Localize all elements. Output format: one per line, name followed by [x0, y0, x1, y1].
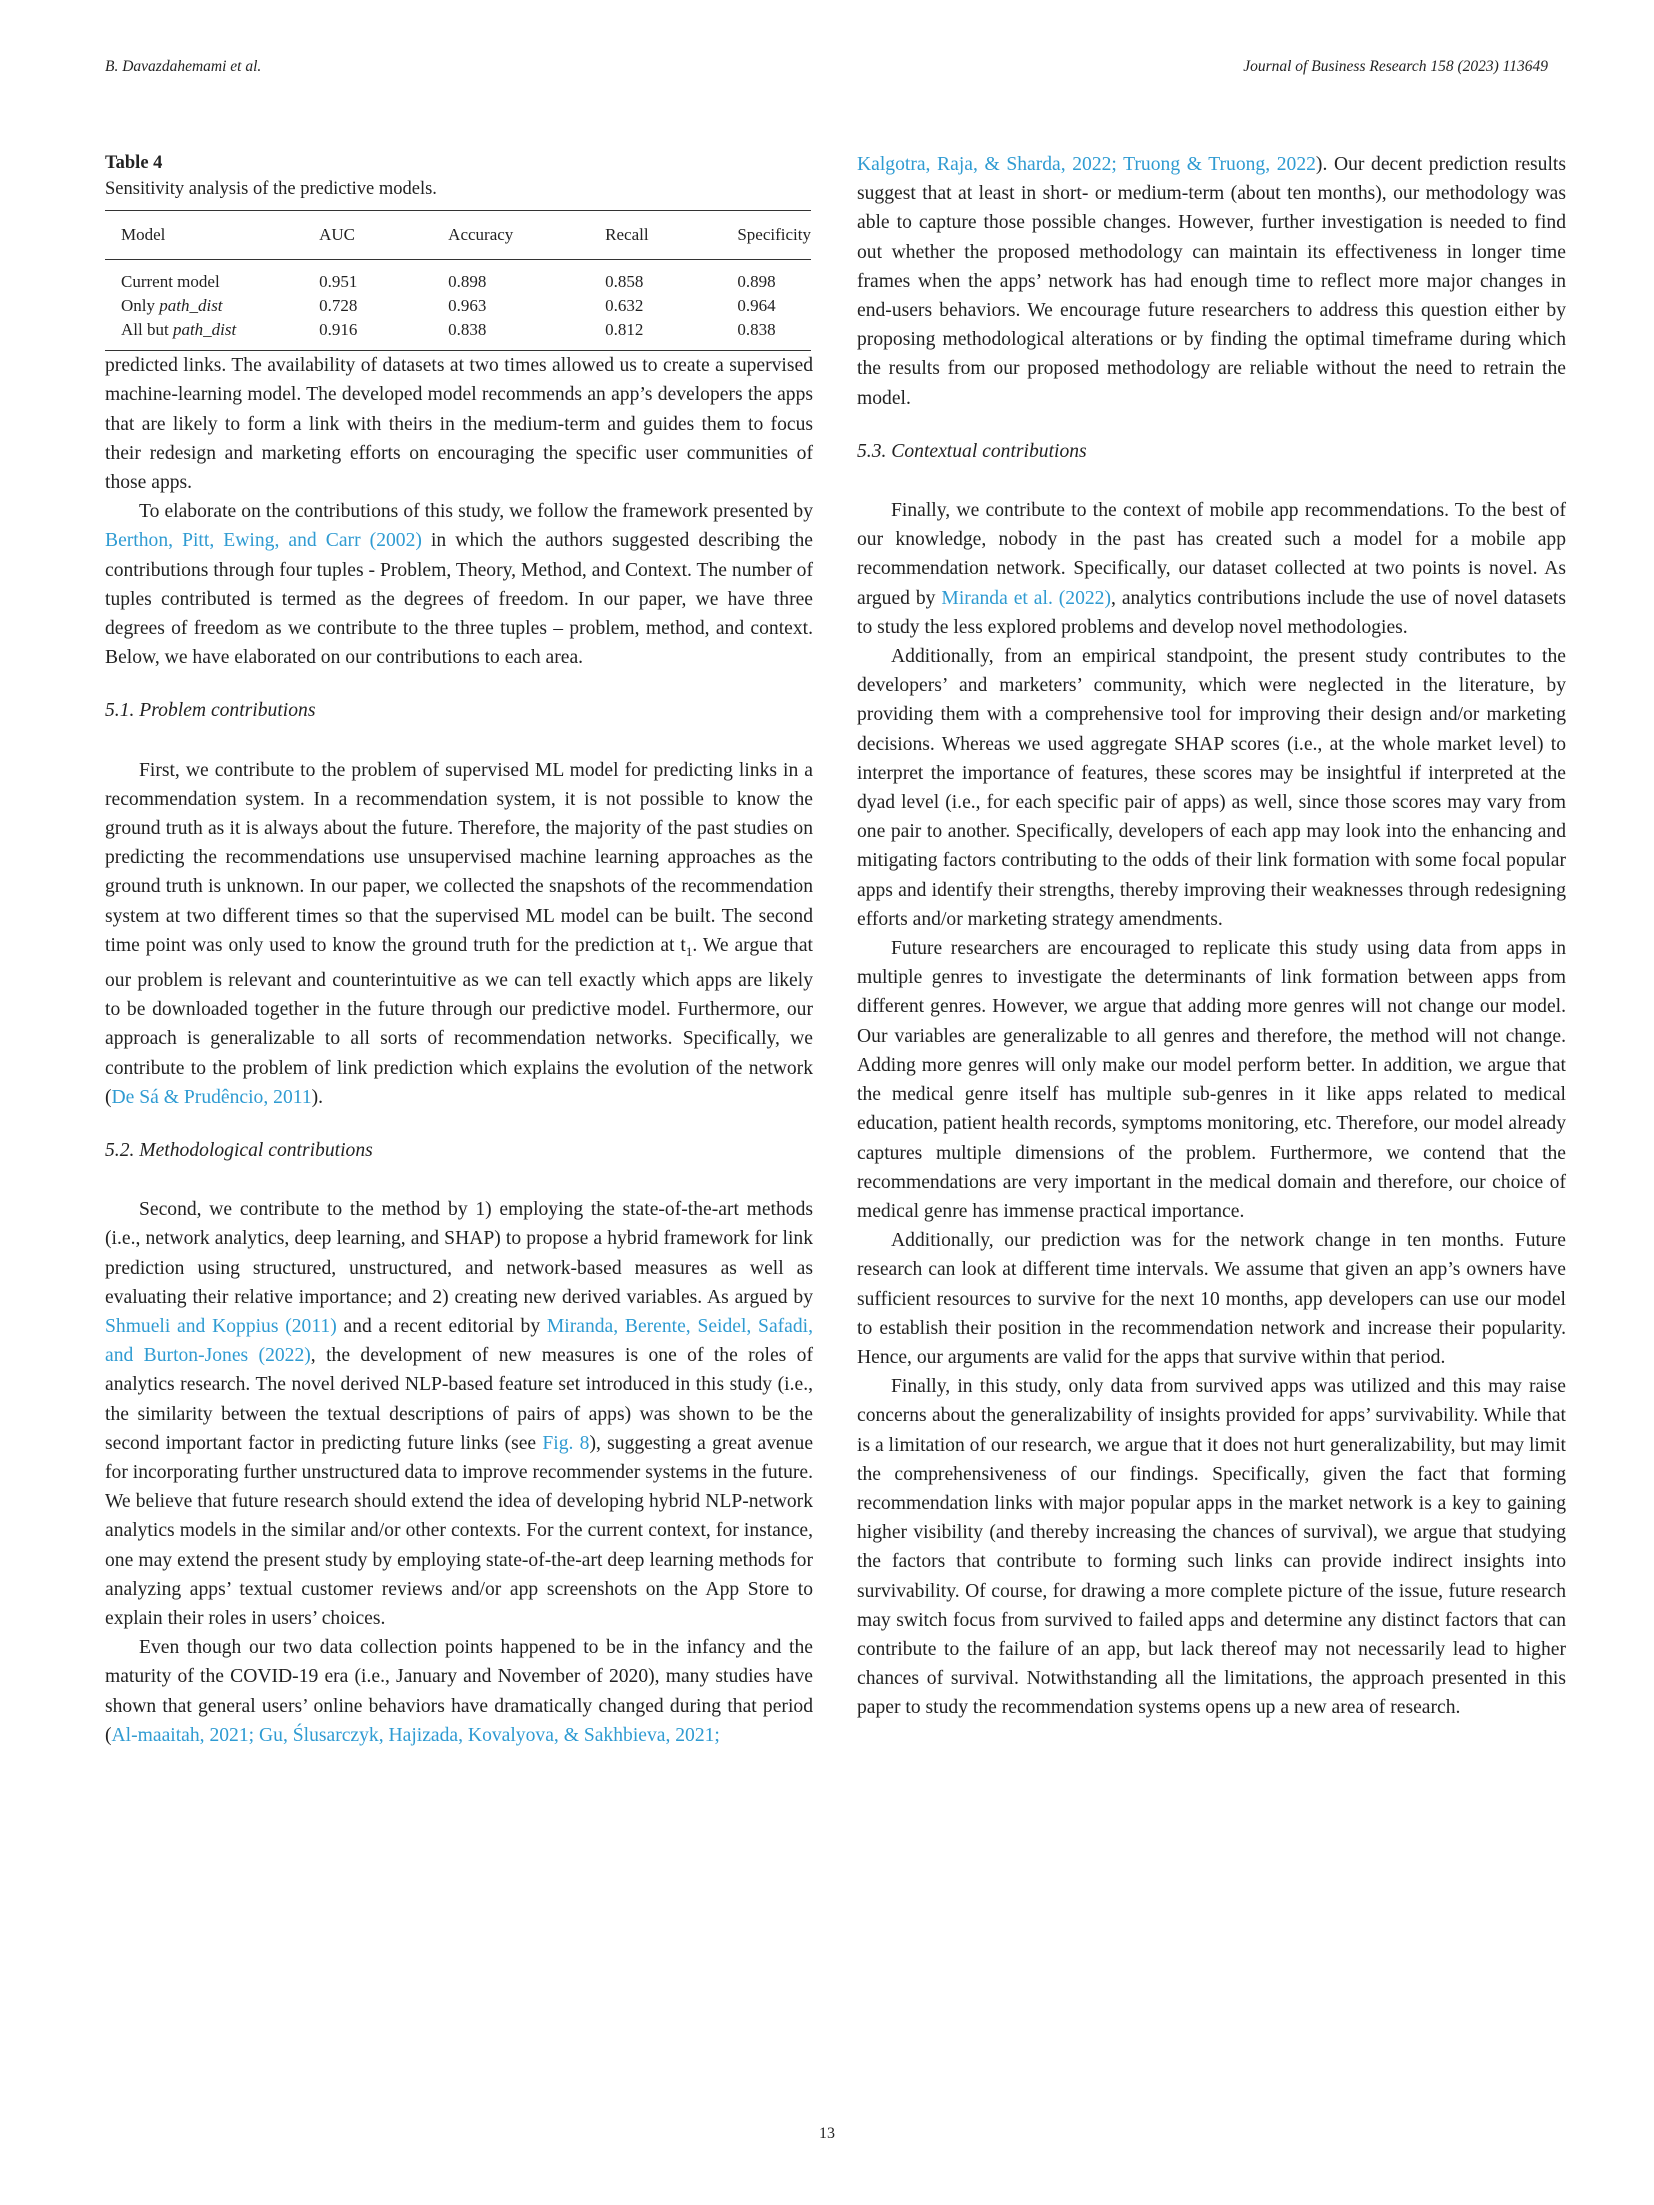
cell-accuracy: 0.963 [448, 296, 487, 316]
cell-specificity: 0.964 [737, 296, 776, 316]
table-row [105, 294, 811, 318]
citation-link[interactable]: Kalgotra, Raja, & Sharda, 2022; Truong & Truong, 2022 [857, 154, 1316, 175]
cell-model: All but path_dist [105, 318, 303, 351]
table-row [105, 260, 811, 295]
left-column [105, 150, 813, 1750]
paragraph: Future researchers are encouraged to replicate this study using data from apps in multiple genres to investigate the determinants of link formation between apps from different genres. However, we argue that adding more genres will not change our model. Our variables are generalizable to all genres and therefore, the method will not change. Adding more genres will only make our model perform better. In addition, we argue that the medical genre itself has multiple sub-genres in it like apps related to medical education, patient health records, symptoms monitoring, etc. Therefore, our model already captures multiple dimensions of the problem. Furthermore, we contend that the recommendations are very important in the medical domain and therefore, our choice of medical genre has immense practical importance. [857, 938, 1566, 1222]
col-header-auc: AUC [303, 211, 432, 260]
section-heading-5-3: 5.3. Contextual contributions [857, 440, 1087, 462]
cell-specificity: 0.838 [721, 318, 811, 351]
cell-model: Current model [121, 272, 220, 292]
section-heading-5-1: 5.1. Problem contributions [105, 700, 316, 722]
running-header-journal: Journal of Business Research 158 (2023) 113649 [1243, 58, 1548, 75]
cell-auc: 0.916 [303, 318, 432, 351]
paragraph: Finally, we contribute to the context of mobile app recommendations. To the best of our knowledge, nobody in the past has created such a model for a mobile app recommendation network. Specifically, our dataset collected at two points is novel. As argued by Miranda et al. (2022), analytics contributions include the use of novel datasets to study the less explored problems and develop novel methodologies. [857, 500, 1566, 638]
running-header-authors: B. Davazdahemami et al. [105, 58, 262, 75]
col-header-specificity: Specificity [721, 211, 811, 260]
table-header-row [105, 211, 811, 260]
paragraph: Kalgotra, Raja, & Sharda, 2022; Truong & Truong, 2022). Our decent prediction results suggest that at least in short- or medium-term (about ten months), our methodology was able to capture those possible changes. However, further investigation is needed to find out whether the proposed methodology can maintain its effectiveness in longer time frames when the apps’ network has had enough time to reflect more major changes in end-users behaviors. We encourage future researchers to address this question either by proposing methodological alterations or by finding the optimal timeframe during which the results from our proposed methodology are reliable without the need to retrain the model. [857, 154, 1566, 409]
col-header-model: Model [105, 211, 303, 260]
cell-recall: 0.632 [605, 296, 644, 316]
paragraph: predicted links. The availability of datasets at two times allowed us to create a supervised machine-learning model. The developed model recommends an app’s developers the apps that are likely to form a link with theirs in the medium-term and guides them to focus their redesign and marketing efforts on encouraging the specific user communities of those apps. [105, 355, 813, 494]
citation-link[interactable]: Berthon, Pitt, Ewing, and Carr (2002) [105, 530, 422, 552]
cell-specificity: 0.898 [737, 272, 776, 292]
section-heading-5-2: 5.2. Methodological contributions [105, 1139, 373, 1161]
right-column [857, 150, 1566, 1723]
paragraph: Even though our two data collection points happened to be in the infancy and the maturity of the COVID-19 era (i.e., January and November of 2020), many studies have shown that general users’ online behaviors have dramatically changed during that period (Al-maaitah, 2021; Gu, Ślusarczyk, Hajizada, Kovalyova, & Sakhbieva, 2021; [105, 1637, 813, 1746]
paragraph: Second, we contribute to the method by 1) employing the state-of-the-art methods (i.e., network analytics, deep learning, and SHAP) to propose a hybrid framework for link prediction using structured, unstructured, and network-based measures as well as evaluating their relative importance; and 2) creating new derived variables. As argued by Shmueli and Koppius (2011) and a recent editorial by Miranda, Berente, Seidel, Safadi, and Burton-Jones (2022), the development of new measures is one of the roles of analytics research. The novel derived NLP-based feature set introduced in this study (i.e., the similarity between the textual descriptions of pairs of apps) was shown to be the second important factor in predicting future links (see Fig. 8), suggesting a great avenue for incorporating further unstructured data to improve recommender systems in the future. We believe that future research should extend the idea of developing hybrid NLP-network analytics models in the similar and/or other contexts. For the current context, for instance, one may extend the present study by employing state-of-the-art deep learning methods for analyzing apps’ textual customer reviews and/or app screenshots on the App Store to explain their roles in users’ choices. [105, 1199, 814, 1630]
citation-link[interactable]: Shmueli and Koppius (2011) [105, 1316, 337, 1337]
table-row [105, 318, 811, 351]
figure-link[interactable]: Fig. 8 [542, 1432, 590, 1454]
sensitivity-table [105, 210, 811, 351]
paragraph: Additionally, from an empirical standpoint, the present study contributes to the developers’ and marketers’ community, which were neglected in the literature, by providing them with a comprehensive tool for improving their design and/or marketing decisions. Whereas we used aggregate SHAP scores (i.e., at the whole market level) to interpret the importance of features, these scores may be insightful if interpreted at the dyad level (i.e., for each specific pair of apps) as well, since those scores may vary from one pair to another. Specifically, developers of each app may look into the enhancing and mitigating factors contributing to the odds of their link formation with some focal popular apps and identify their strengths, thereby improving their weaknesses through redesigning efforts and/or marketing strategy amendments. [857, 646, 1566, 930]
col-header-recall: Recall [589, 211, 721, 260]
citation-link[interactable]: De Sá & Prudêncio, 2011 [111, 1086, 312, 1108]
cell-auc: 0.728 [319, 296, 358, 316]
cell-model: Only path_dist [121, 296, 223, 316]
citation-link[interactable]: Al-maaitah, 2021; Gu, Ślusarczyk, Hajizada, Kovalyova, & Sakhbieva, 2021; [111, 1724, 720, 1746]
citation-link[interactable]: Miranda et al. (2022) [941, 587, 1112, 609]
cell-recall: 0.858 [605, 272, 644, 292]
citation-link[interactable]: Miranda, Berente, Seidel, Safadi, and Burton-Jones (2022) [105, 1316, 814, 1367]
cell-recall: 0.812 [589, 318, 721, 351]
table-4 [105, 150, 813, 351]
cell-accuracy: 0.898 [448, 272, 487, 292]
paragraph: To elaborate on the contributions of this study, we follow the framework presented by Berthon, Pitt, Ewing, and Carr (2002) in which the authors suggested describing the contributions through four tuples - Problem, Theory, Method, and Context. The number of tuples contributed is termed as the degrees of freedom. In our paper, we have three degrees of freedom as we contribute to the three tuples – problem, method, and context. Below, we have elaborated on our contributions to each area. [105, 501, 813, 669]
cell-auc: 0.951 [319, 272, 358, 292]
page-number: 13 [819, 2125, 835, 2142]
table-label: Table 4 [105, 153, 163, 173]
paragraph: Additionally, our prediction was for the network change in ten months. Future research can look at different time intervals. We assume that given an app’s owners have sufficient resources to survive for the next 10 months, app developers can use our model to establish their position in the recommendation network and increase their popularity. Hence, our arguments are valid for the apps that survive within that period. [857, 1230, 1566, 1368]
paragraph: First, we contribute to the problem of supervised ML model for predicting links in a recommendation system. In a recommendation system, it is not possible to know the ground truth as it is always about the future. Therefore, the majority of the past studies on predicting the recommendations use unsupervised machine learning approaches as the ground truth is unknown. In our paper, we collected the snapshots of the recommendation system at two different times so that the supervised ML model can be built. The second time point was only used to know the ground truth for the prediction at $t_1$. We argue that our problem is relevant and counterintuitive as we can tell exactly which apps are likely to be downloaded together in the future through our predictive model. Furthermore, our approach is generalizable to all sorts of recommendation networks. Specifically, we contribute to the problem of link prediction which explains the evolution of the network (De Sá & Prudêncio, 2011). [105, 759, 813, 1108]
table-caption: Sensitivity analysis of the predictive models. [105, 179, 437, 199]
paragraph: Finally, in this study, only data from survived apps was utilized and this may raise concerns about the generalizability of insights provided for apps’ survivability. While that is a limitation of our research, we argue that it does not hurt generalizability, but may limit the comprehensiveness of our findings. Specifically, given the fact that forming recommendation links with major popular apps in the market network is a key to gaining higher visibility (and thereby increasing the chances of survival), we argue that studying the factors that contribute to forming such links can provide indirect insights into survivability. Of course, for drawing a more complete picture of the issue, future research may switch focus from survived to failed apps and determine any distinct factors that can contribute to the failure of an app, but lack thereof may not necessarily lead to higher chances of survival. Notwithstanding all the limitations, the approach presented in this paper to study the recommendation systems opens up a new area of research. [857, 1376, 1566, 1719]
cell-accuracy: 0.838 [432, 318, 589, 351]
col-header-accuracy: Accuracy [432, 211, 589, 260]
